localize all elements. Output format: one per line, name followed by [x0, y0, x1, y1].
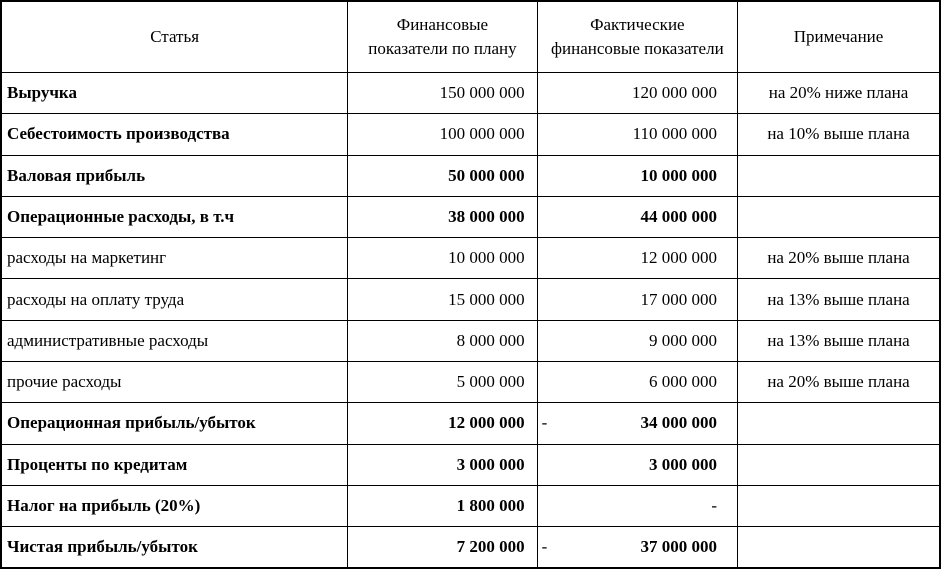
note-cell: на 13% выше плана: [738, 279, 940, 320]
plan-value-cell: 15 000 000: [348, 279, 537, 320]
note-cell: [738, 403, 940, 444]
actual-value-wrap: [538, 83, 737, 103]
actual-value-cell: [537, 527, 737, 568]
note-cell: на 10% выше плана: [738, 114, 940, 155]
note-cell: [738, 485, 940, 526]
actual-number: 37 000 000: [640, 537, 718, 557]
plan-value-cell: 150 000 000: [348, 73, 537, 114]
note-cell: на 20% выше плана: [738, 361, 940, 402]
actual-number: 17 000 000: [640, 289, 718, 309]
actual-value-cell: [537, 114, 737, 155]
plan-value-cell: 100 000 000: [348, 114, 537, 155]
table-row-interest-on-loans: [1, 444, 940, 485]
header-line: Примечание: [793, 27, 884, 46]
article-cell: Операционные расходы, в т.ч: [1, 196, 348, 237]
table-row-operating-expenses: [1, 196, 940, 237]
actual-number: -: [711, 495, 718, 515]
plan-value-cell: 38 000 000: [348, 196, 537, 237]
table-row-administrative-expenses: [1, 320, 940, 361]
actual-value-cell: [537, 155, 737, 196]
table-row-other-expenses: [1, 361, 940, 402]
actual-value-wrap: [538, 537, 737, 557]
actual-value-cell: [537, 444, 737, 485]
actual-value-wrap: [538, 331, 737, 351]
actual-number: 9 000 000: [649, 330, 718, 350]
table-row-gross-profit: [1, 155, 940, 196]
note-cell: на 20% выше плана: [738, 238, 940, 279]
actual-number: 110 000 000: [632, 124, 718, 144]
plan-value-cell: 8 000 000: [348, 320, 537, 361]
table-row-income-tax: [1, 485, 940, 526]
table-row-revenue: [1, 73, 940, 114]
note-cell: [738, 444, 940, 485]
note-cell: [738, 196, 940, 237]
table-row-cost-of-production: [1, 114, 940, 155]
actual-number: 3 000 000: [649, 454, 718, 474]
article-cell: Чистая прибыль/убыток: [1, 527, 348, 568]
actual-value-wrap: [538, 290, 737, 310]
minus-sign: -: [541, 413, 548, 433]
header-line: Статья: [150, 27, 200, 46]
table-row-marketing-expenses: [1, 238, 940, 279]
actual-value-cell: [537, 361, 737, 402]
article-cell: административные расходы: [1, 320, 348, 361]
article-cell: прочие расходы: [1, 361, 348, 402]
note-cell: на 20% ниже плана: [738, 73, 940, 114]
actual-number: 12 000 000: [640, 248, 718, 268]
actual-number: 6 000 000: [649, 372, 718, 392]
actual-number: 34 000 000: [640, 413, 718, 433]
actual-value-cell: [537, 485, 737, 526]
column-header-plan: [348, 1, 537, 73]
actual-value-wrap: [538, 166, 737, 186]
actual-value-wrap: [538, 496, 737, 516]
plan-value-cell: 50 000 000: [348, 155, 537, 196]
actual-value-cell: [537, 403, 737, 444]
article-cell: расходы на маркетинг: [1, 238, 348, 279]
minus-sign: -: [541, 537, 548, 557]
table-row-operating-profit-loss: [1, 403, 940, 444]
actual-value-cell: [537, 238, 737, 279]
actual-number: 120 000 000: [632, 83, 718, 103]
header-line: показатели по плану: [368, 39, 517, 58]
article-cell: расходы на оплату труда: [1, 279, 348, 320]
actual-value-cell: [537, 196, 737, 237]
plan-value-cell: 1 800 000: [348, 485, 537, 526]
plan-value-cell: 5 000 000: [348, 361, 537, 402]
plan-value-cell: 10 000 000: [348, 238, 537, 279]
table-row-labor-expenses: [1, 279, 940, 320]
actual-value-wrap: [538, 413, 737, 433]
actual-value-wrap: [538, 248, 737, 268]
column-header-article: [1, 1, 348, 73]
header-row: [1, 1, 940, 73]
actual-number: 10 000 000: [640, 165, 718, 185]
column-header-note: [738, 1, 940, 73]
actual-value-wrap: [538, 207, 737, 227]
article-cell: Выручка: [1, 73, 348, 114]
article-cell: Себестоимость производства: [1, 114, 348, 155]
actual-value-cell: [537, 279, 737, 320]
actual-value-cell: [537, 73, 737, 114]
article-cell: Валовая прибыль: [1, 155, 348, 196]
plan-value-cell: 12 000 000: [348, 403, 537, 444]
note-cell: [738, 527, 940, 568]
actual-number: 44 000 000: [640, 206, 718, 226]
actual-value-wrap: [538, 455, 737, 475]
article-cell: Налог на прибыль (20%): [1, 485, 348, 526]
note-cell: на 13% выше плана: [738, 320, 940, 361]
actual-value-cell: [537, 320, 737, 361]
article-cell: Операционная прибыль/убыток: [1, 403, 348, 444]
actual-value-wrap: [538, 124, 737, 144]
header-line: Фактические: [590, 15, 685, 34]
column-header-actual: [537, 1, 737, 73]
plan-value-cell: 3 000 000: [348, 444, 537, 485]
note-cell: [738, 155, 940, 196]
table-row-net-profit-loss: [1, 527, 940, 568]
article-cell: Проценты по кредитам: [1, 444, 348, 485]
actual-value-wrap: [538, 372, 737, 392]
header-line: Финансовые: [396, 15, 489, 34]
header-line: финансовые показатели: [551, 39, 724, 58]
plan-value-cell: 7 200 000: [348, 527, 537, 568]
